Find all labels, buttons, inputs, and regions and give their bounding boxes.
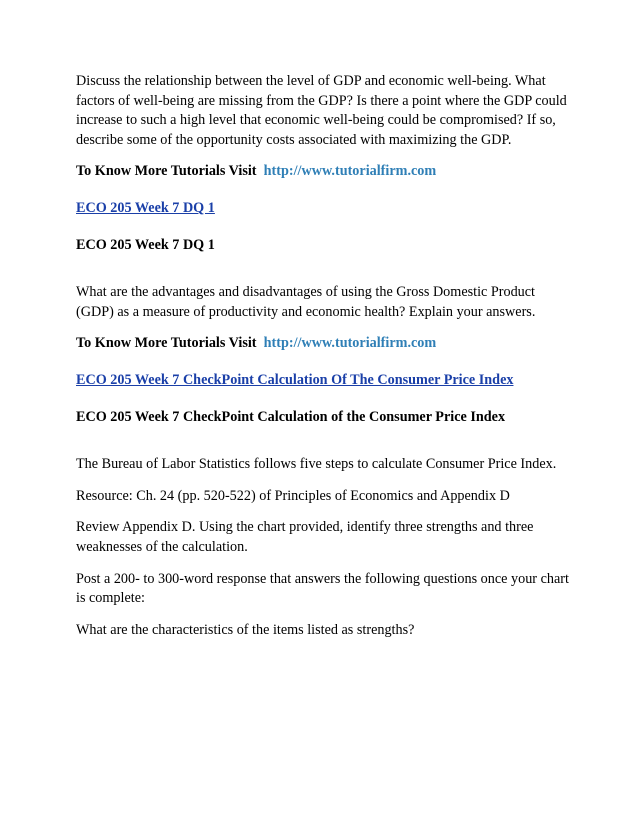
paragraph-post-response: Post a 200- to 300-word response that answers the following questions once your chart is complete:	[76, 570, 569, 607]
section-title-dq1: ECO 205 Week 7 DQ 1	[76, 236, 215, 253]
eco205-week7-checkpoint-link[interactable]: ECO 205 Week 7 CheckPoint Calculation Of The Consumer Price Index	[76, 371, 514, 388]
section-link-dq1	[76, 199, 576, 219]
spacer	[76, 427, 576, 455]
cta-label: To Know More Tutorials Visit	[76, 335, 257, 352]
eco205-week7-dq1-link[interactable]: ECO 205 Week 7 DQ 1	[76, 199, 215, 216]
paragraph-review-appendix: Review Appendix D. Using the chart provided, identify three strengths and three weaknesses of the calculation.	[76, 519, 534, 555]
spacer	[76, 391, 576, 408]
spacer	[76, 609, 576, 621]
cta-label: To Know More Tutorials Visit	[76, 163, 257, 180]
spacer	[76, 322, 576, 334]
spacer	[76, 506, 576, 518]
tutorial-cta-1	[76, 162, 576, 182]
section-title-checkpoint: ECO 205 Week 7 CheckPoint Calculation of the Consumer Price Index	[76, 408, 506, 425]
spacer	[76, 558, 576, 570]
paragraph-bls-steps: The Bureau of Labor Statistics follows five steps to calculate Consumer Price Index.	[76, 456, 557, 473]
spacer	[76, 182, 576, 199]
tutorial-cta-2	[76, 334, 576, 354]
cta-url-link[interactable]: http://www.tutorialfirm.com	[263, 163, 437, 180]
paragraph-strengths-question: What are the characteristics of the items listed as strengths?	[76, 621, 415, 638]
spacer	[76, 255, 576, 283]
section-link-checkpoint	[76, 371, 576, 391]
spacer	[76, 150, 576, 162]
document-page	[76, 72, 576, 640]
spacer	[76, 354, 576, 371]
spacer	[76, 219, 576, 236]
paragraph-gdp-wellbeing: Discuss the relationship between the level of GDP and economic well-being. What factors of well-being are missing from the GDP? Is there a point where the GDP could increase to such a high level that economic well-being could be compromised? If so, describe some of the opportunity costs associated with maximizing the GDP.	[76, 73, 567, 148]
cta-url-link[interactable]: http://www.tutorialfirm.com	[263, 335, 437, 352]
spacer	[76, 475, 576, 487]
paragraph-resource: Resource: Ch. 24 (pp. 520-522) of Principles of Economics and Appendix D	[76, 487, 510, 504]
paragraph-gdp-advantages: What are the advantages and disadvantages of using the Gross Domestic Product (GDP) as a measure of productivity and economic health? Explain your answers.	[76, 284, 536, 320]
